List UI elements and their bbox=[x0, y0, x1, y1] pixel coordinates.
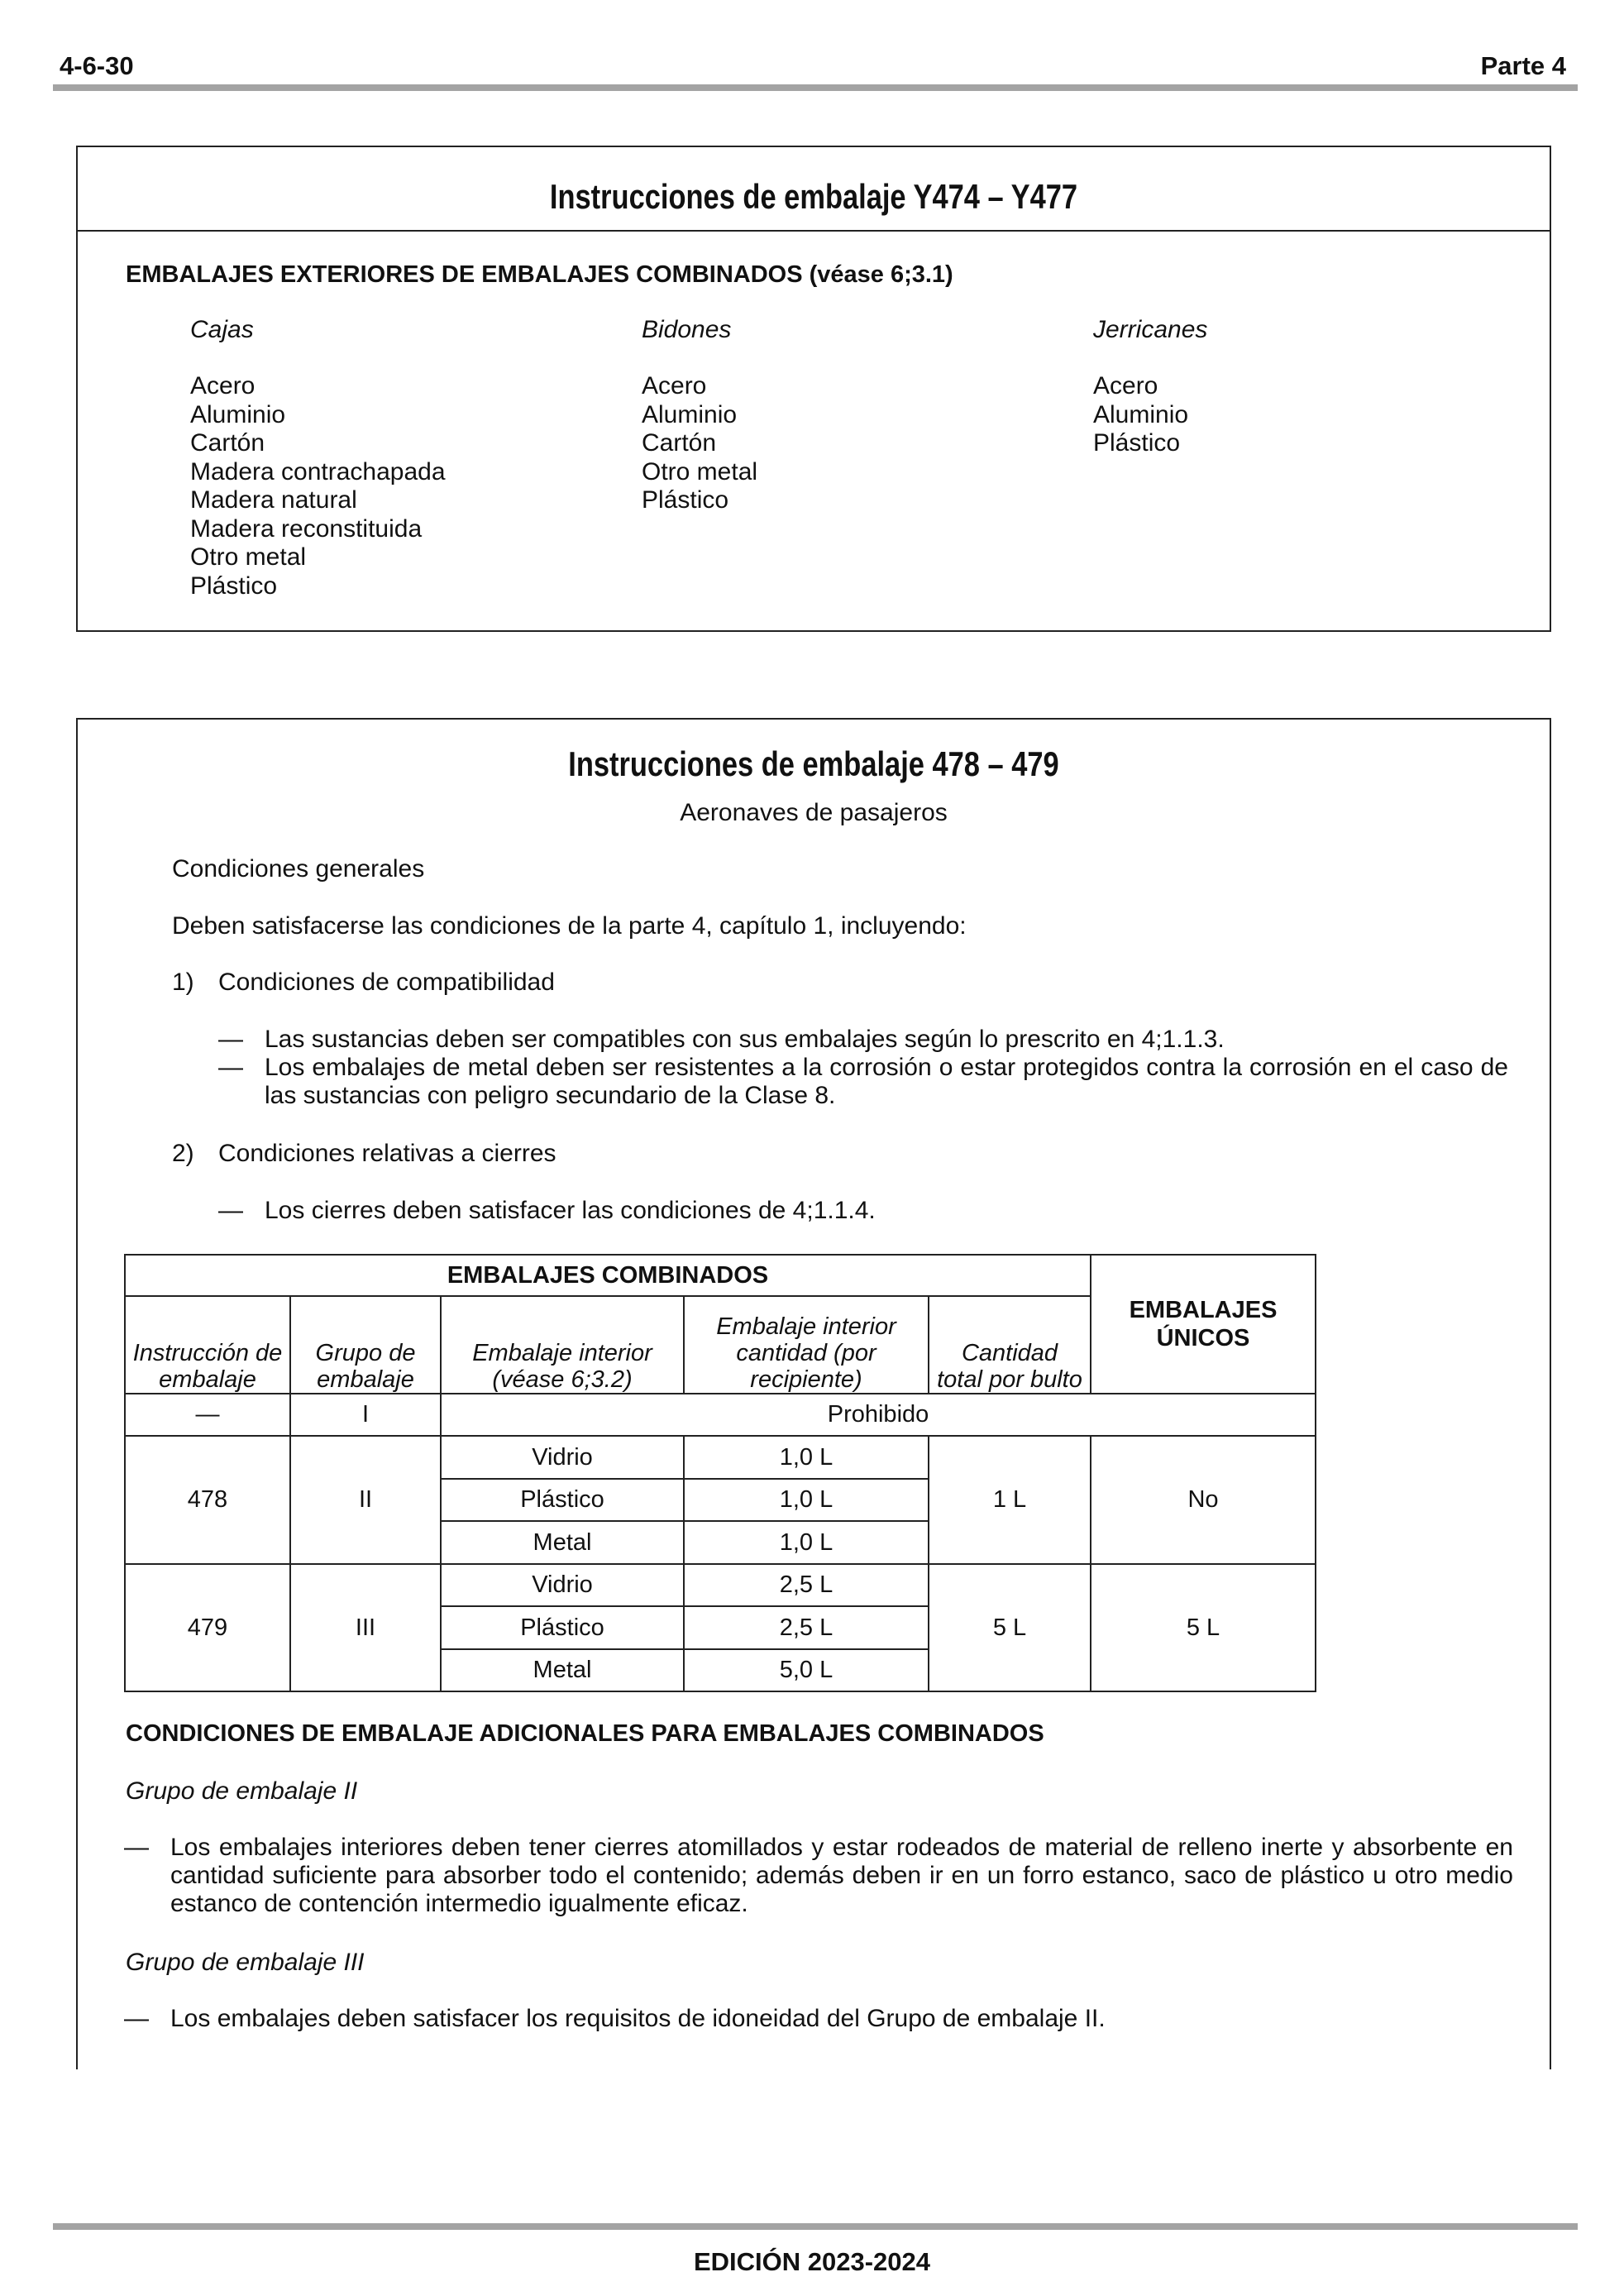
section1-title-bar bbox=[78, 147, 1550, 232]
cell-group: II bbox=[290, 1436, 441, 1564]
group2-label: Grupo de embalaje II bbox=[126, 1777, 358, 1805]
cell-inner-type: Plástico bbox=[441, 1479, 684, 1521]
cell-inner-type: Vidrio bbox=[441, 1436, 684, 1479]
cell-inner-type: Vidrio bbox=[441, 1564, 684, 1606]
cell-inner-type: Metal bbox=[441, 1649, 684, 1691]
cell-single: 5 L bbox=[1091, 1564, 1316, 1691]
cell-single: No bbox=[1091, 1436, 1316, 1564]
list-item: Plástico bbox=[642, 486, 729, 514]
dash: — bbox=[218, 1197, 243, 1224]
general-conditions-label: Condiciones generales bbox=[172, 855, 425, 883]
list-item: Plástico bbox=[1093, 429, 1181, 457]
col-inner: Embalaje interior (véase 6;3.2) bbox=[441, 1296, 684, 1394]
list-item bbox=[124, 1834, 1513, 1925]
table-row bbox=[125, 1564, 1316, 1606]
combined-header: EMBALAJES COMBINADOS bbox=[125, 1255, 1091, 1296]
edition-label: EDICIÓN 2023-2024 bbox=[693, 2247, 931, 2276]
section2-subtitle: Aeronaves de pasajeros bbox=[680, 799, 948, 826]
list-item: Aluminio bbox=[1093, 400, 1189, 428]
list-item-text: Los embalajes deben satisfacer los requisitos de idoneidad del Grupo de embalaje II. bbox=[170, 2005, 1106, 2032]
list-item: Madera reconstituida bbox=[190, 514, 423, 543]
footer-divider bbox=[53, 2223, 1578, 2230]
single-header: EMBALAJES ÚNICOS bbox=[1091, 1255, 1316, 1394]
cell-forbidden: Prohibido bbox=[441, 1394, 1316, 1436]
cell-inner-qty: 1,0 L bbox=[684, 1436, 929, 1479]
cell-instruction: — bbox=[125, 1394, 290, 1436]
column-header: Jerricanes bbox=[1093, 316, 1208, 343]
col-group: Grupo de embalaje bbox=[290, 1296, 441, 1394]
section1-title: Instrucciones de embalaje Y474 – Y477 bbox=[549, 177, 1078, 216]
cell-inner-qty: 1,0 L bbox=[684, 1521, 929, 1564]
list-item: Cartón bbox=[190, 429, 265, 457]
table-row bbox=[125, 1394, 1316, 1436]
cell-inner-qty: 2,5 L bbox=[684, 1606, 929, 1649]
col-instruction: Instrucción de embalaje bbox=[125, 1296, 290, 1394]
condition-number: 1) bbox=[172, 969, 194, 996]
list-item-text: Los cierres deben satisfacer las condiciones de 4;1.1.4. bbox=[265, 1197, 876, 1224]
list-item-text: Las sustancias deben ser compatibles con sus embalajes según lo prescrito en 4;1.1.3. bbox=[265, 1026, 1225, 1053]
dash: — bbox=[218, 1026, 243, 1053]
table-row bbox=[125, 1436, 1316, 1479]
col-total: Cantidad total por bulto bbox=[929, 1296, 1091, 1394]
column-cajas bbox=[190, 316, 446, 600]
col-inner-qty: Embalaje interior cantidad (por recipiente) bbox=[684, 1296, 929, 1394]
list-item: Madera natural bbox=[190, 486, 357, 514]
cell-instruction: 478 bbox=[125, 1436, 290, 1564]
cell-inner-qty: 1,0 L bbox=[684, 1479, 929, 1521]
cell-total: 1 L bbox=[929, 1436, 1091, 1564]
list-item: Acero bbox=[190, 372, 256, 399]
cell-inner-qty: 2,5 L bbox=[684, 1564, 929, 1606]
cell-total: 5 L bbox=[929, 1564, 1091, 1691]
additional-conditions-heading: CONDICIONES DE EMBALAJE ADICIONALES PARA EMBALAJES COMBINADOS bbox=[126, 1720, 1044, 1747]
cell-inner-type: Plástico bbox=[441, 1606, 684, 1649]
cell-inner-type: Metal bbox=[441, 1521, 684, 1564]
list-item: Aluminio bbox=[190, 400, 286, 428]
dash: — bbox=[124, 2005, 149, 2032]
part-label: Parte 4 bbox=[1480, 51, 1566, 80]
list-item: Madera contrachapada bbox=[190, 457, 446, 486]
condition-number: 2) bbox=[172, 1140, 194, 1167]
column-header: Cajas bbox=[190, 316, 254, 343]
page-number: 4-6-30 bbox=[60, 51, 134, 80]
condition-title: Condiciones de compatibilidad bbox=[218, 969, 555, 996]
section2-title: Instrucciones de embalaje 478 – 479 bbox=[568, 744, 1059, 783]
dash: — bbox=[218, 1054, 243, 1081]
cell-group: I bbox=[290, 1394, 441, 1436]
condition-title: Condiciones relativas a cierres bbox=[218, 1140, 556, 1167]
list-item: Otro metal bbox=[642, 457, 758, 486]
list-item-text: Los embalajes interiores deben tener cierres atomillados y estar rodeados de material de relleno inerte y absorbente en cantidad suficiente para absorber todo el contenido; además deben ir en un forro estanco, saco de plástico u otro medio estanco de contención intermedio igualmente eficaz. bbox=[170, 1834, 1513, 1917]
page-header bbox=[53, 48, 1578, 91]
dash: — bbox=[124, 1834, 149, 1861]
list-item: Acero bbox=[1093, 372, 1158, 399]
column-header: Bidones bbox=[642, 316, 732, 343]
list-item bbox=[218, 1054, 1508, 1112]
cell-inner-qty: 5,0 L bbox=[684, 1649, 929, 1691]
cell-instruction: 479 bbox=[125, 1564, 290, 1691]
column-jerricanes bbox=[1093, 316, 1207, 458]
intro-text: Deben satisfacerse las condiciones de la parte 4, capítulo 1, incluyendo: bbox=[172, 912, 967, 940]
list-item: Otro metal bbox=[190, 543, 307, 571]
list-item: Plástico bbox=[190, 572, 278, 600]
packing-instruction-y474-box bbox=[76, 146, 1551, 632]
list-item: Acero bbox=[642, 372, 707, 399]
list-item-text: Los embalajes de metal deben ser resistentes a la corrosión o estar protegidos contra la corrosión en el caso de las sustancias con peligro secundario de la Clase 8. bbox=[265, 1054, 1508, 1109]
table-header-row bbox=[125, 1255, 1316, 1296]
list-item: Aluminio bbox=[642, 400, 738, 428]
list-item: Cartón bbox=[642, 429, 717, 457]
cell-group: III bbox=[290, 1564, 441, 1691]
outer-packagings-heading: EMBALAJES EXTERIORES DE EMBALAJES COMBINADOS (véase 6;3.1) bbox=[126, 261, 953, 288]
packaging-table bbox=[124, 1254, 1316, 1692]
column-bidones bbox=[642, 316, 757, 515]
group3-label: Grupo de embalaje III bbox=[126, 1949, 365, 1976]
